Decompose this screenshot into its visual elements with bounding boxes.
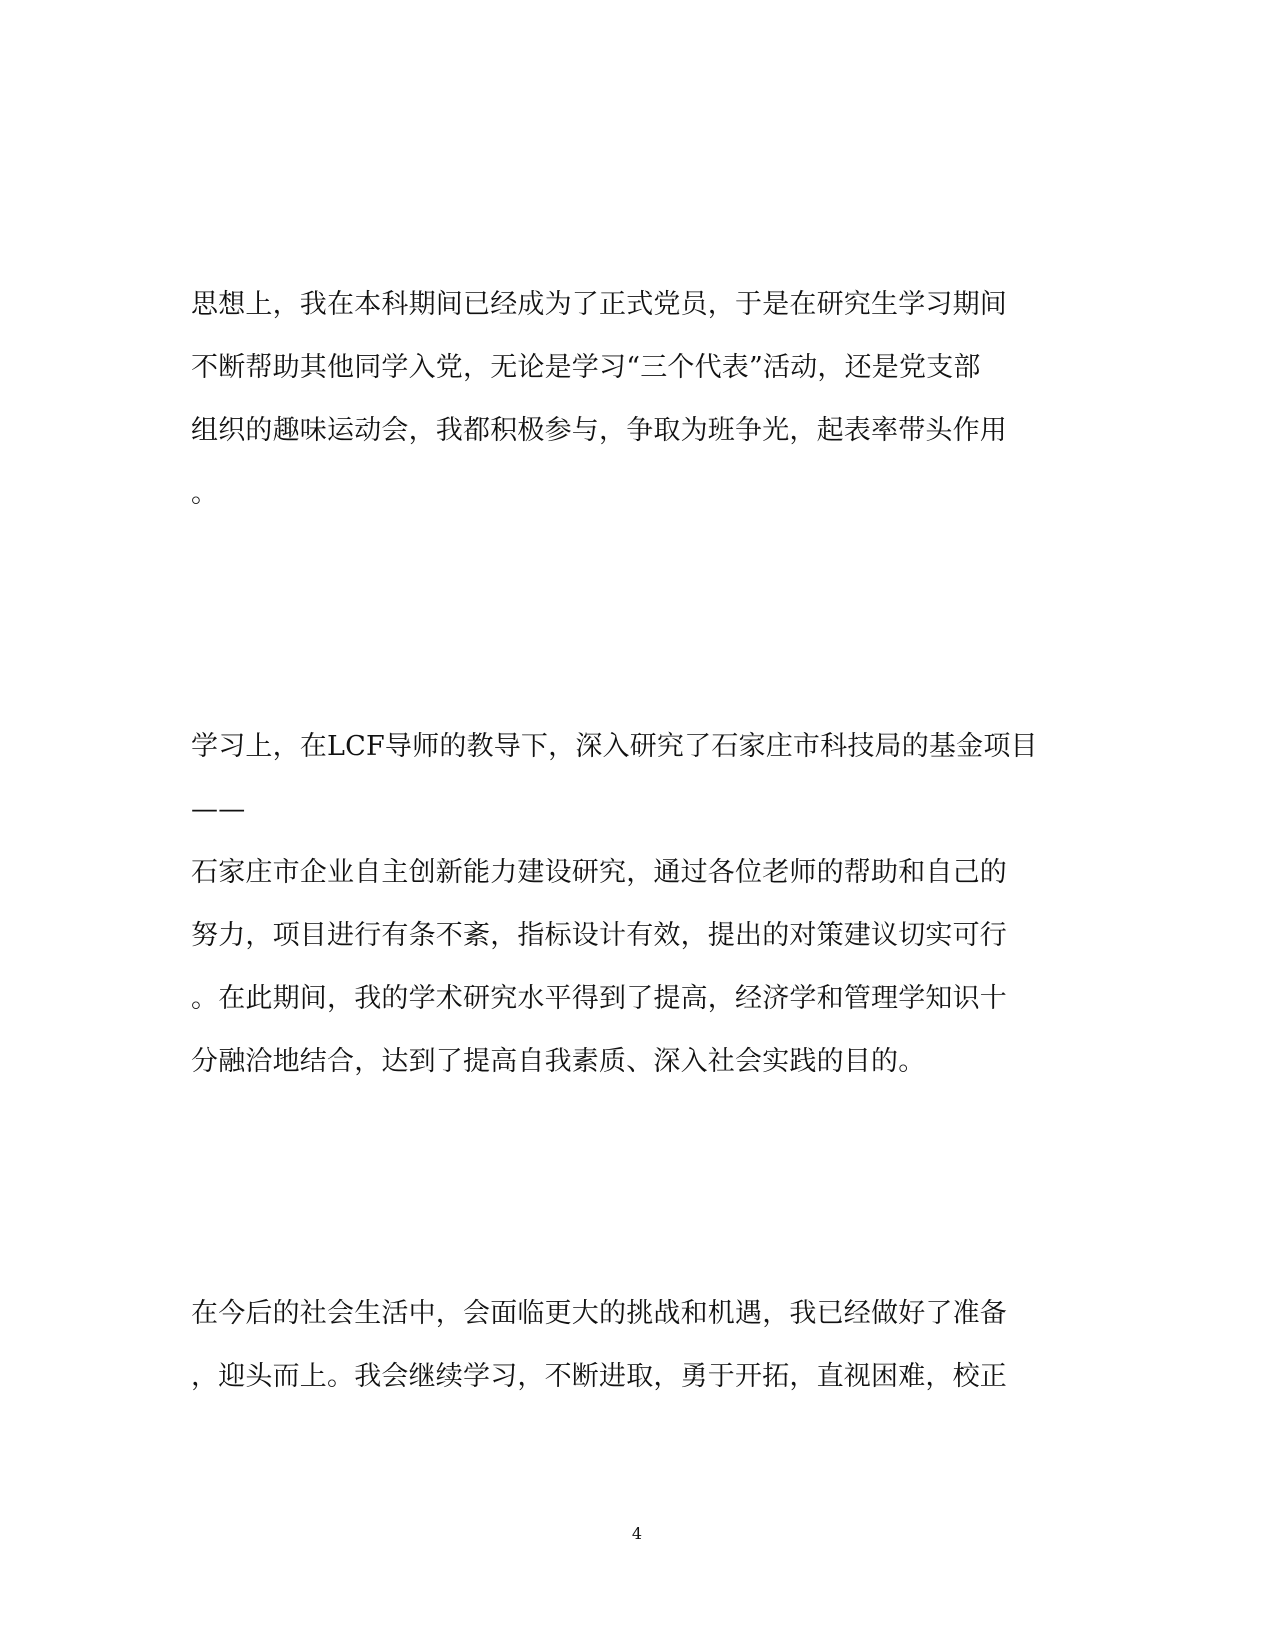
paragraph-2-line-4: 努力，项目进行有条不紊，指标设计有效，提出的对策建议切实可行 (191, 920, 1007, 951)
paragraph-3-line-2: ，迎头而上。我会继续学习，不断进取，勇于开拓，直视困难，校正 (191, 1361, 1007, 1392)
paragraph-2-line-5: 。在此期间，我的学术研究水平得到了提高，经济学和管理学知识十 (191, 983, 1007, 1014)
page-number: 4 (631, 1524, 643, 1543)
paragraph-2-line-3: 石家庄市企业自主创新能力建设研究，通过各位老师的帮助和自己的 (191, 857, 1007, 888)
paragraph-2-line-2: —— (191, 794, 246, 825)
paragraph-1-line-2: 不断帮助其他同学入党，无论是学习“三个代表”活动，还是党支部 (191, 352, 981, 383)
paragraph-3-line-1: 在今后的社会生活中，会面临更大的挑战和机遇，我已经做好了准备 (191, 1298, 1007, 1329)
paragraph-2-line-1: 学习上，在LCF导师的教导下，深入研究了石家庄市科技局的基金项目 (191, 731, 1038, 762)
paragraph-1-line-4: 。 (191, 478, 219, 509)
paragraph-1-line-1: 思想上，我在本科期间已经成为了正式党员，于是在研究生学习期间 (191, 289, 1007, 320)
paragraph-1-line-3: 组织的趣味运动会，我都积极参与，争取为班争光，起表率带头作用 (191, 415, 1007, 446)
paragraph-2-line-6: 分融洽地结合，达到了提高自我素质、深入社会实践的目的。 (191, 1046, 926, 1077)
